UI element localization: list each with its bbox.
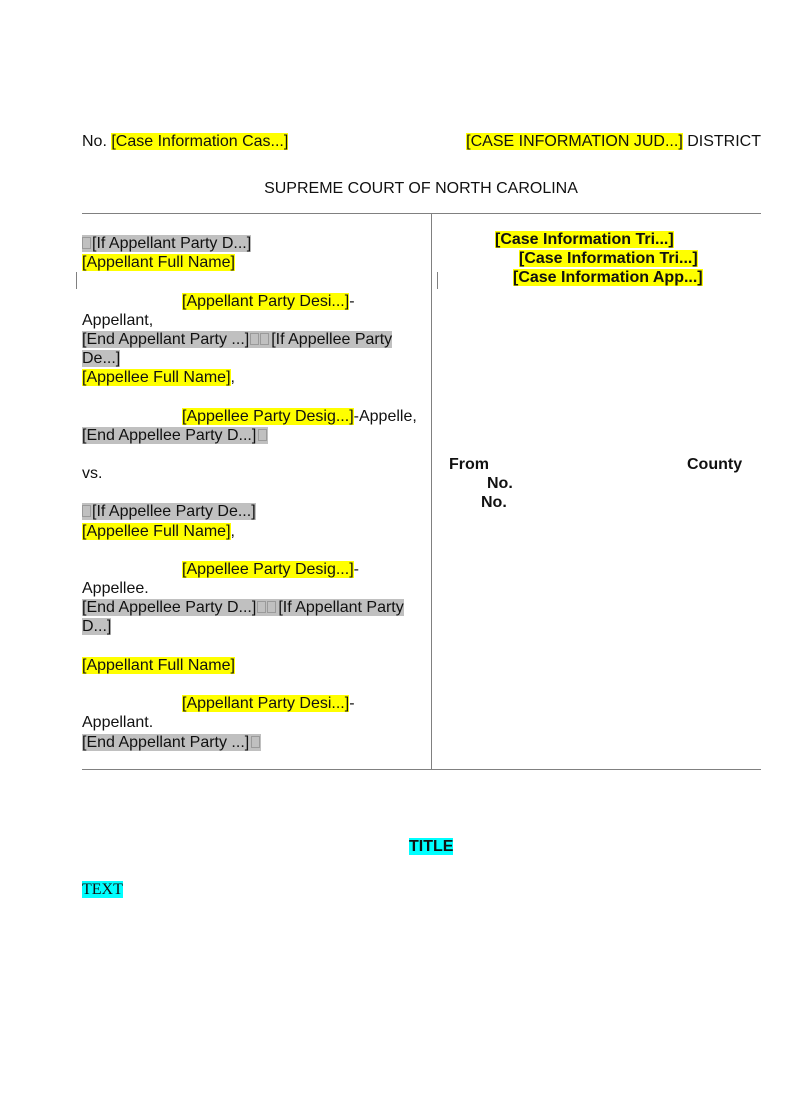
appellant-full-name-field-2[interactable]: [Appellant Full Name]	[82, 657, 235, 674]
no-label-2: No.	[481, 494, 507, 511]
county-label: County	[687, 456, 743, 473]
dash: -	[349, 293, 355, 310]
end-appellant-field-2[interactable]: [End Appellant Party ...]	[82, 734, 250, 751]
district-line	[466, 132, 761, 151]
appellee-full-name-field-1[interactable]: [Appellee Full Name]	[82, 369, 231, 386]
content-control-markers	[256, 599, 278, 616]
appellant-party-desig-field-2[interactable]: [Appellant Party Desi...]	[182, 695, 350, 712]
caption-bottom-rule	[82, 769, 761, 770]
end-appellee-field-1[interactable]: [End Appellee Party D...]	[82, 427, 257, 444]
appellee-full-name-field-2[interactable]: [Appellee Full Name]	[82, 523, 231, 540]
judicial-district-field[interactable]: [CASE INFORMATION JUD...]	[466, 133, 683, 150]
case-number-line	[82, 132, 288, 151]
end-appellant-field-1[interactable]: [End Appellant Party ...]	[82, 331, 250, 348]
content-control-marker	[82, 505, 91, 517]
content-control-marker	[251, 736, 260, 748]
court-title: SUPREME COURT OF NORTH CAROLINA	[264, 180, 578, 197]
text-placeholder[interactable]: TEXT	[82, 881, 123, 898]
appelle-label: -Appelle,	[353, 408, 417, 425]
content-control-marker	[258, 429, 267, 441]
appellant-party-desig-field-1[interactable]: [Appellant Party Desi...]	[182, 293, 350, 310]
text-cursor-right	[437, 272, 438, 289]
no-label-1: No.	[487, 475, 513, 492]
content-control-marker	[82, 237, 91, 249]
dash: -	[349, 695, 355, 712]
caption-top-rule	[82, 213, 761, 214]
appellant-label-1: Appellant,	[82, 312, 154, 329]
no-label: No.	[82, 133, 107, 150]
vs-label: vs.	[82, 465, 103, 482]
appellee-party-desig-field-1[interactable]: [Appellee Party Desig...]	[182, 408, 354, 425]
case-info-app-field[interactable]: [Case Information App...]	[513, 269, 703, 286]
if-appellee-field-2[interactable]: [If Appellee Party De...]	[82, 502, 256, 521]
comma: ,	[230, 369, 235, 386]
appellant-label-2: Appellant.	[82, 714, 154, 731]
if-appellee-field-1-cont[interactable]: De...]	[82, 350, 121, 367]
comma: ,	[230, 523, 235, 540]
appellant-full-name-field-1[interactable]: [Appellant Full Name]	[82, 254, 235, 271]
district-label: DISTRICT	[687, 133, 761, 150]
from-label: From	[449, 456, 489, 473]
appellee-label: Appellee.	[82, 580, 149, 597]
case-info-tri-field-2[interactable]: [Case Information Tri...]	[519, 250, 698, 267]
if-appellee-field-1[interactable]: [If Appellee Party	[271, 331, 393, 348]
caption-divider	[431, 213, 432, 770]
text-cursor-left	[76, 272, 77, 289]
if-appellant-field-2-cont[interactable]: D...]	[82, 618, 112, 635]
case-number-field[interactable]: [Case Information Cas...]	[111, 133, 289, 150]
title-placeholder[interactable]: TITLE	[409, 838, 454, 855]
appellee-party-desig-field-2[interactable]: [Appellee Party Desig...]	[182, 561, 354, 578]
content-control-markers	[249, 331, 271, 348]
case-info-tri-field-1[interactable]: [Case Information Tri...]	[495, 231, 674, 248]
end-appellee-field-2[interactable]: [End Appellee Party D...]	[82, 599, 257, 616]
if-appellant-field-1[interactable]: [If Appellant Party D...]	[82, 234, 251, 253]
dash: -	[353, 561, 359, 578]
if-appellant-field-2[interactable]: [If Appellant Party	[278, 599, 404, 616]
